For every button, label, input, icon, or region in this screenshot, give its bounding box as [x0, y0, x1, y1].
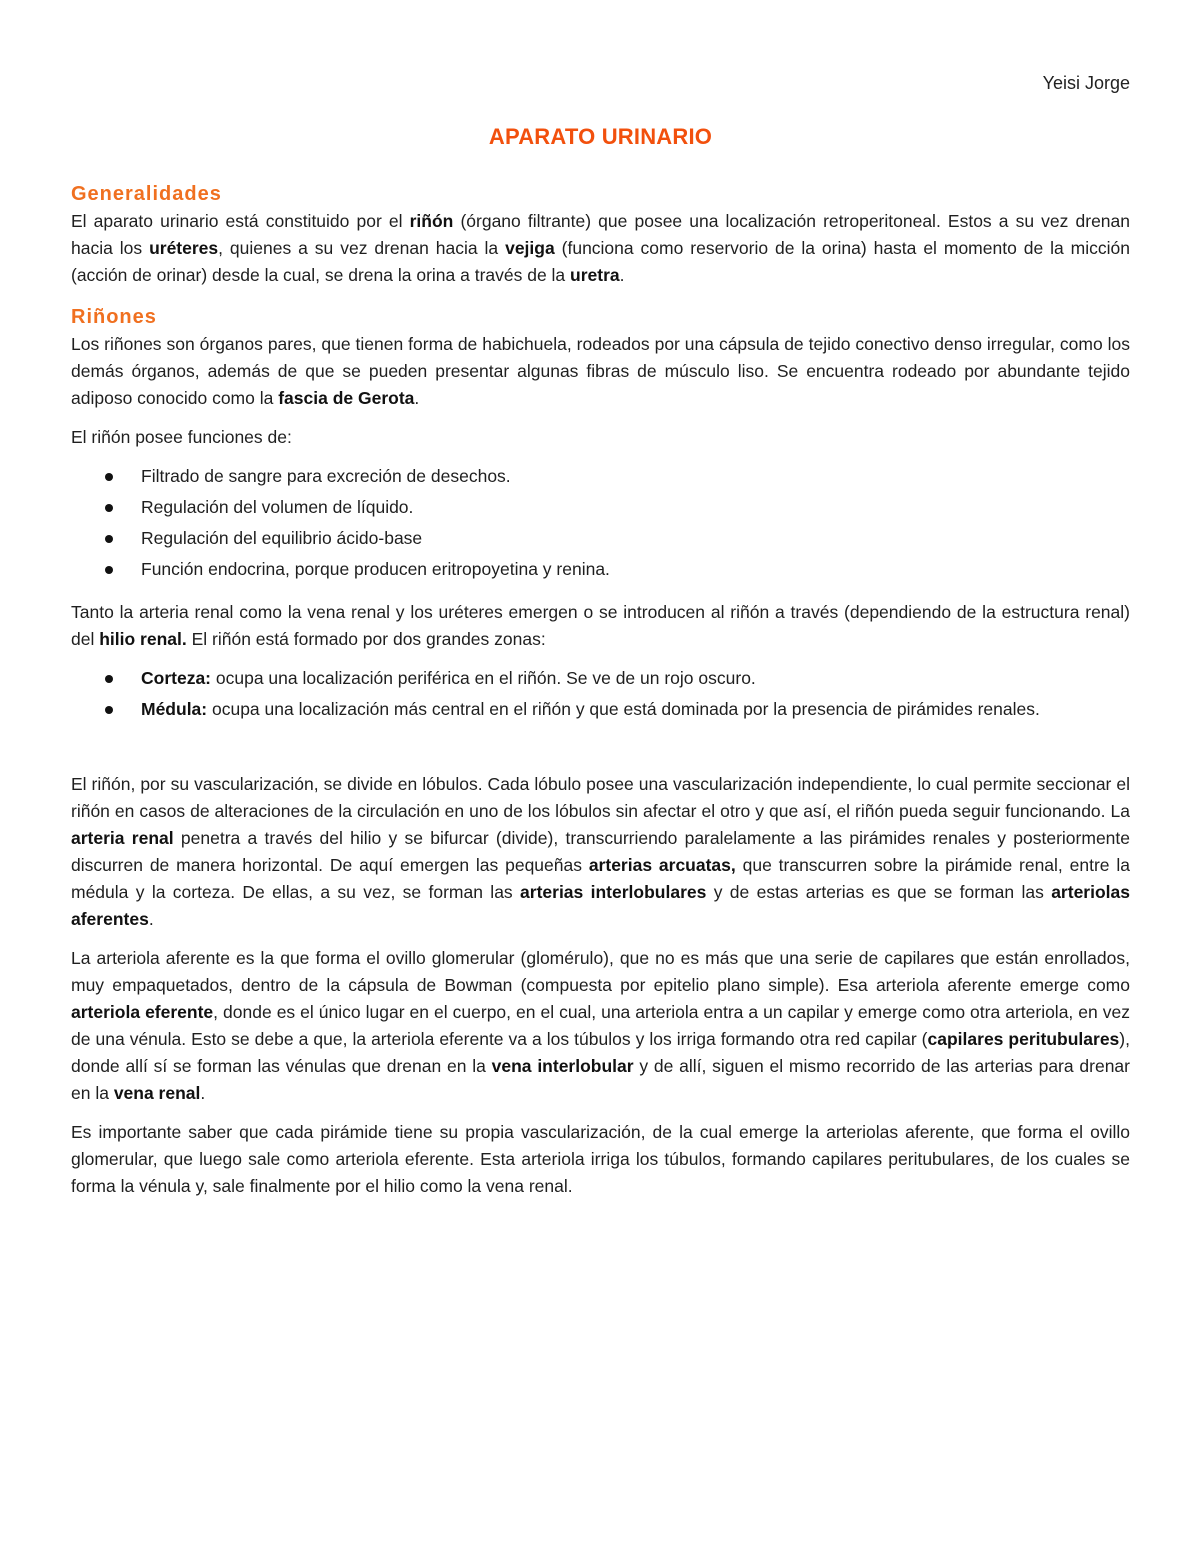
bullet-icon: [105, 675, 113, 683]
bold-term: arterias arcuatas,: [588, 855, 736, 875]
list-item-text: ocupa una localización más central en el riñón y que está dominada por la presencia de pirámides renales.: [207, 699, 1040, 719]
paragraph-rinones-intro: [71, 331, 1130, 412]
list-item-text: Función endocrina, porque producen eritropoyetina y renina.: [141, 559, 610, 579]
text-run: Tanto la arteria renal como la vena renal y los uréteres emergen o se introducen al riñón a través (dependiendo de la estructura renal) del: [71, 602, 1130, 649]
text-run: .: [200, 1083, 206, 1103]
document-title: APARATO URINARIO: [488, 124, 713, 149]
text-run: ), donde allí sí se forman las vénulas que drenan en la: [71, 1029, 1130, 1076]
text-run: (órgano filtrante) que posee una localización retroperitoneal. Estos a su vez drenan hacia los: [71, 211, 1130, 258]
bold-term: vena renal: [113, 1083, 201, 1103]
bold-term: uréteres: [149, 238, 219, 258]
list-item: [71, 696, 1130, 723]
text-run: .: [619, 265, 625, 285]
document-body: [71, 180, 1130, 1200]
section-heading-rinones: Riñones: [71, 306, 157, 328]
bold-term: arteriolas aferentes: [71, 882, 1130, 929]
text-run: .: [414, 388, 420, 408]
bold-term: riñón: [409, 211, 454, 231]
bold-term: fascia de Gerota: [278, 388, 415, 408]
text-run: El aparato urinario está constituido por el: [71, 211, 410, 231]
bullet-icon: [105, 473, 113, 481]
bullet-icon: [105, 566, 113, 574]
paragraph-vascularizacion: [71, 771, 1130, 933]
functions-list: [71, 463, 1130, 583]
bold-term: hilio renal.: [99, 629, 187, 649]
text-run: , quienes a su vez drenan hacia la: [218, 238, 506, 258]
bold-term: capilares peritubulares: [927, 1029, 1120, 1049]
list-item-text: Regulación del volumen de líquido.: [141, 497, 414, 517]
text-run: (funciona como reservorio de la orina) hasta el momento de la micción (acción de orinar) desde la cual, se drena la orina a través de la: [71, 238, 1130, 285]
list-item-text: ocupa una localización periférica en el riñón. Se ve de un rojo oscuro.: [211, 668, 756, 688]
list-item: [71, 525, 1130, 552]
text-run: .: [148, 909, 154, 929]
text-run: Los riñones son órganos pares, que tienen forma de habichuela, rodeados por una cápsula de tejido conectivo denso irregular, como los demás órganos, además de que se pueden presentar algunas fibras de músculo liso. Se encuentra rodeado por abundante tejido adiposo conocido como la: [71, 334, 1130, 408]
zones-list: [71, 665, 1130, 723]
bold-term: vena interlobular: [491, 1056, 634, 1076]
text-run: El riñón, por su vascularización, se divide en lóbulos. Cada lóbulo posee una vascularización independiente, lo cual permite seccionar el riñón en casos de alteraciones de la circulación en uno de los lóbulos sin afectar el otro y que así, el riñón pueda seguir funcionando. La: [71, 774, 1130, 821]
bold-term: Médula:: [141, 699, 208, 719]
list-item: [71, 556, 1130, 583]
text-run: La arteriola aferente es la que forma el ovillo glomerular (glomérulo), que no es más que una serie de capilares que están enrollados, muy empaquetados, dentro de la cápsula de Bowman (compuesta por epitelio plano simple). Esa arteriola aferente emerge como: [71, 948, 1130, 995]
list-item: [71, 665, 1130, 692]
bold-term: vejiga: [505, 238, 555, 258]
text-run: penetra a través del hilio y se bifurcar (divide), transcurriendo paralelamente a las pirámides renales y posteriormente discurren de manera horizontal. De aquí emergen las pequeñas: [71, 828, 1130, 875]
bullet-icon: [105, 504, 113, 512]
bold-term: arterias interlobulares: [520, 882, 707, 902]
list-item-text: Regulación del equilibrio ácido-base: [141, 528, 423, 548]
text-run: El riñón está formado por dos grandes zonas:: [186, 629, 546, 649]
section-heading-generalidades: Generalidades: [71, 183, 222, 205]
list-item: [71, 463, 1130, 490]
paragraph-funciones-lead: El riñón posee funciones de:: [71, 427, 292, 447]
paragraph-generalidades: [71, 208, 1130, 289]
text-run: que transcurren sobre la pirámide renal, entre la médula y la corteza. De ellas, a su vez, se forman las: [71, 855, 1130, 902]
list-item-text: Filtrado de sangre para excreción de desechos.: [141, 466, 511, 486]
paragraph-hilio: [71, 599, 1130, 653]
bold-term: arteria renal: [71, 828, 174, 848]
text-run: y de allí, siguen el mismo recorrido de las arterias para drenar en la: [71, 1056, 1130, 1103]
author-name: Yeisi Jorge: [1042, 73, 1130, 93]
bullet-icon: [105, 535, 113, 543]
bullet-icon: [105, 706, 113, 714]
bold-term: Corteza:: [141, 668, 212, 688]
text-run: , donde es el único lugar en el cuerpo, en el cual, una arteriola entra a un capilar y emerge como otra arteriola, en vez de una vénula. Esto se debe a que, la arteriola eferente va a los túbulos y los irriga formando otra red capilar (: [71, 1002, 1130, 1049]
bold-term: uretra: [570, 265, 620, 285]
paragraph-piramide: Es importante saber que cada pirámide tiene su propia vascularización, de la cual emerge la arteriolas aferente, que forma el ovillo glomerular, que luego sale como arteriola eferente. Esta arteriola irriga los túbulos, formando capilares peritubulares, de los cuales se forma la vénula y, sale finalmente por el hilio como la vena renal.: [71, 1122, 1130, 1196]
paragraph-arteriola: [71, 945, 1130, 1107]
text-run: y de estas arterias es que se forman las: [706, 882, 1052, 902]
list-item: [71, 494, 1130, 521]
bold-term: arteriola eferente: [71, 1002, 214, 1022]
